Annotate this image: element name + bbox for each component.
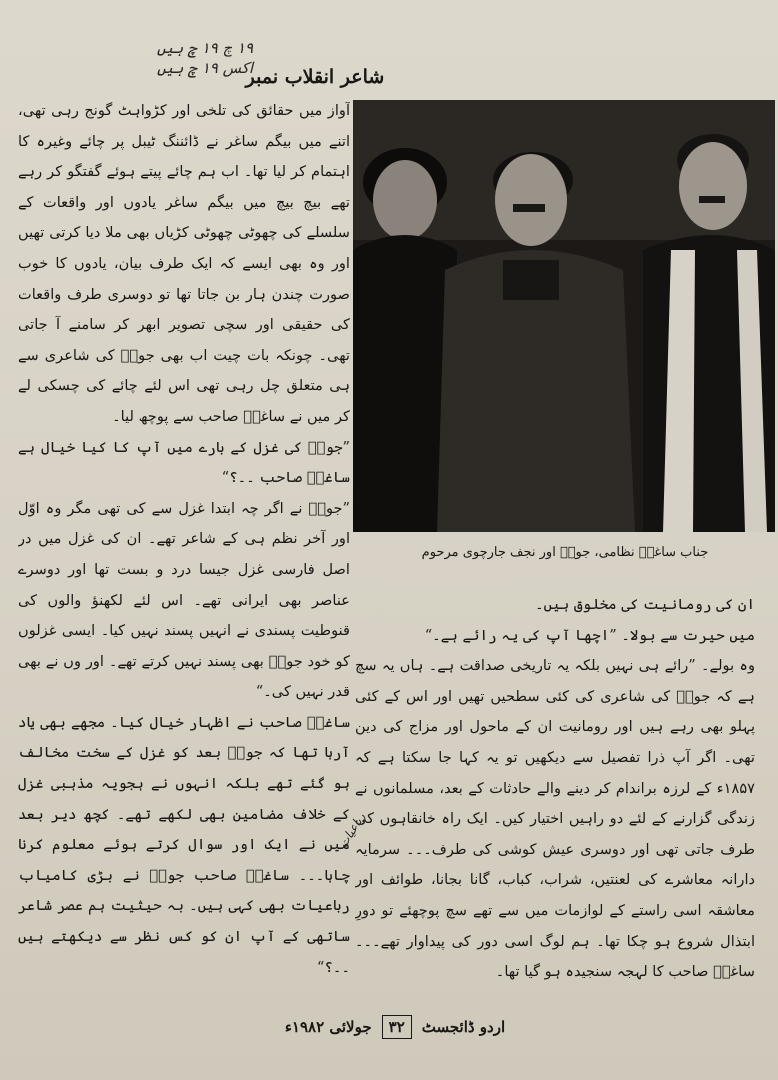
photo-caption: جناب ساغرؔ نظامی، جوشؔ اور نجف جارچوی مرحوم [421,545,709,560]
page-header-title: شاعر انقلاب نمبر [245,66,385,88]
footer-date: جولائی ۱۹۸۲ء [284,1018,372,1036]
paragraph: ”جوشؔ کی غزل کے بارے میں آپ کا کیا خیال ہے ساغرؔ صاحب ۔۔؟“ [18,438,350,487]
footer-magazine-name: اردو ڈائجسٹ [421,1018,506,1036]
group-photo [353,100,775,532]
paragraph: ان کی رومانیت کی مخلوق ہیں۔ [535,596,755,613]
margin-note: رباعیات [335,810,368,851]
page-number: ۳۲ [382,1015,412,1039]
page-footer [230,1010,560,1044]
article-column-left [355,590,755,1020]
photo-illustration [353,100,775,532]
paragraph: آواز میں حقائق کی تلخی اور کڑواہٹ گونج رہی تھی، اتنے میں بیگم ساغر نے ڈائننگ ٹیبل پر چائے وغیرہ کا اہتمام کر لیا تھا۔ اب ہم چائے پیتے ہوئے گفتگو کر رہے تھے بیچ بیچ میں بیگم ساغر یادوں اور واقعات کے سلسلے کی چھوٹی چھوٹی کڑیاں بھی ملا دیا کرتی تھیں اور وہ بھی ایسے کہ ایک طرف بیان، یادوں کا خوب صورت چندن ہار بن جاتا تھا تو دوسری طرف واقعات کی حقیقی اور سچی تصویر ابھر کر سامنے آ جاتی تھی۔ چونکہ بات چیت اب بھی جوشؔ کی شاعری سے ہی متعلق چل رہی تھی اس لئے چائے کی چسکی لے کر میں نے ساغرؔ صاحب سے پوچھ لیا۔ [18,102,350,425]
paragraph: وہ بولے۔ ”رائے ہی نہیں بلکہ یہ تاریخی صداقت ہے۔ ہاں یہ سچ ہے کہ جوشؔ کی شاعری کی کئی سطحیں تھیں اور اس کے کئی پہلو بھی رہے ہیں اور رومانیت ان کے ماحول اور مزاج کی دین تھی۔ اگر آپ ذرا تفصیل سے دیکھیں تو یہ کہا جا سکتا ہے کہ ۱۸۵۷ء کے لرزہ براندام کر دینے والے حادثات کے بعد، مسلمانوں نے زندگی گزارنے کے لئے دو راہیں اختیار کیں۔ ایک راہ خانقاہوں کی طرف جاتی تھی اور دوسری عیش کوشی کی طرف۔۔۔ سرمایہ دارانہ معاشرے کی لعنتیں، شراب، کباب، گانا بجانا، طوائف اور معاشقہ اسی راستے کے لوازمات میں سے تھے سچ پوچھئے تو دورِ ابتذال شروع ہو چکا تھا۔ ہم لوگ اسی دور کی پیداوار تھے۔۔۔ ساغرؔ صاحب کا لہجہ سنجیدہ ہو گیا تھا۔ [355,657,755,981]
paragraph: ساغرؔ صاحب نے اظہار خیال کیا۔ مجھے بھی یاد آرہا تھا کہ جوشؔ بعد کو غزل کے سخت مخالف ہو گئے تھے بلکہ انہوں نے ہجویہ مذہبی غزل کے خلاف مضامین بھی لکھے تھے۔ کچھ دیر بعد میں نے ایک اور سوال کرتے ہوئے معلوم کرنا چاہا۔۔۔ ساغرؔ صاحب جوشؔ نے بڑی کامیاب رباعیات بھی کہی ہیں۔ بہ حیثیت ہم عصر شاعر ساتھی کے آپ ان کو کس نظر سے دیکھتے ہیں ۔۔؟“ [18,713,350,976]
article-column-right [18,96,350,976]
paragraph: ”جوشؔ نے اگر چہ ابتدا غزل سے کی تھی مگر وہ اوّل اور آخر نظم ہی کے شاعر تھے۔ ان کی غزل میں در اصل فارسی غزل جیسا درد و بست تھا اور دوسرے عناصر بھی ایرانی تھے۔ اس لئے لکھنؤ والوں کی قنوطیت پسندی نے انہیں پسند نہیں کیا۔ ایسی غزلوں کو خود جوشؔ بھی پسند نہیں کرتے تھے۔ اور وں نے بھی قدر نہیں کی۔“ [18,499,350,701]
handwritten-note: ۱۹ چ ۱۹ چ ہیں اکس ۱۹ چ ہیں [156,39,254,77]
paragraph: میں حیرت سے بولا۔ ”اچھا آپ کی یہ رائے ہے۔“ [424,626,755,644]
